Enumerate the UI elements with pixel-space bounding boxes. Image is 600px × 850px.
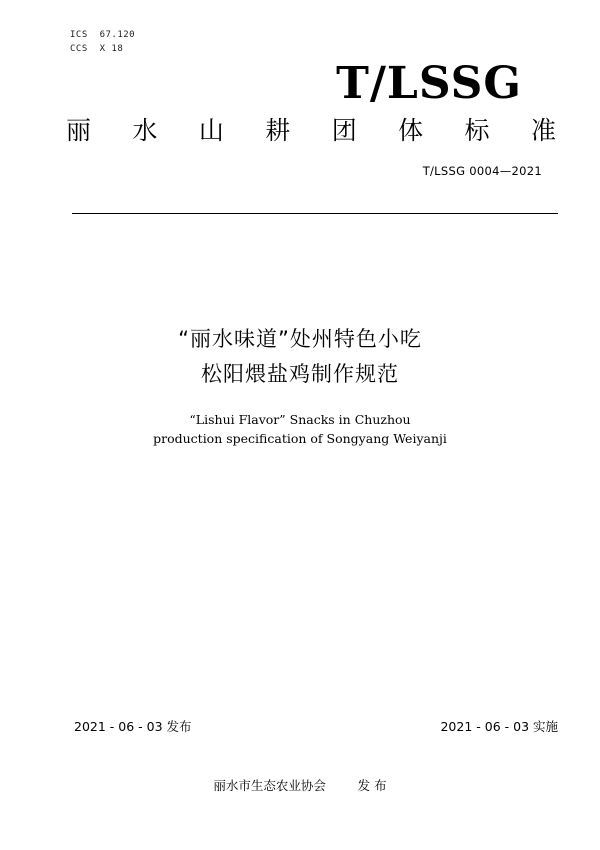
standard-type-char: 准 bbox=[530, 116, 556, 145]
title-english-line-2: production specification of Songyang Weiyanji bbox=[153, 431, 447, 446]
ics-code: ICS 67.120 bbox=[70, 30, 136, 40]
standard-type-char: 团 bbox=[331, 116, 357, 145]
standard-mark: T/LSSG bbox=[336, 58, 522, 109]
ccs-code: CCS X 18 bbox=[70, 44, 124, 54]
title-chinese-line-1: “丽水味道”处州特色小吃 bbox=[178, 327, 422, 351]
header-divider bbox=[72, 213, 558, 214]
standard-type-char: 水 bbox=[132, 116, 158, 145]
standard-type-heading bbox=[66, 118, 556, 143]
publisher: 丽水市生态农业协会 发 布 bbox=[213, 778, 387, 793]
standard-number: T/LSSG 0004—2021 bbox=[422, 164, 542, 178]
standard-type-char: 丽 bbox=[66, 116, 92, 145]
implementation-date: 2021 - 06 - 03 实施 bbox=[440, 719, 558, 734]
title-chinese-line-2: 松阳煨盐鸡制作规范 bbox=[201, 362, 399, 386]
standard-type-char: 山 bbox=[198, 116, 224, 145]
issue-date: 2021 - 06 - 03 发布 bbox=[74, 719, 192, 734]
standard-type-char: 标 bbox=[464, 116, 490, 145]
standard-type-char: 耕 bbox=[265, 116, 291, 145]
title-english-line-1: “Lishui Flavor” Snacks in Chuzhou bbox=[189, 412, 411, 427]
standard-type-char: 体 bbox=[398, 116, 424, 145]
